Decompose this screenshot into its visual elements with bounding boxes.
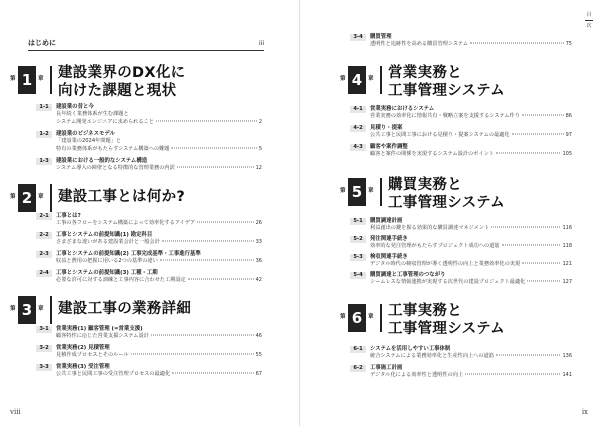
chapter-prefix: 第 [10,306,16,312]
chapter-title: 建設業界のDX化に 向けた課題と現状 [58,65,186,99]
section-subtitle: 顧客と案件の関係を実現するシステム設計のポイント 105 [370,151,572,158]
section-subtitle: 公共工事と民間工事における見積り・提案システムの最適化 97 [370,132,572,139]
page-number: 33 [255,239,262,246]
section-number: 4-1 [350,106,366,113]
section-title: 建設業の昔と今 [56,104,94,110]
chapter-prefix: 第 [340,314,346,320]
page-number: 116 [562,225,572,232]
page-folio: ix [581,408,588,416]
section-number: 5-3 [350,254,366,261]
section-number: 3-2 [36,345,52,352]
section-number: 3-4 [350,34,366,41]
section-title: 発注関連手続き [370,236,408,242]
page-number: 42 [255,277,262,284]
toc-side-label: 目 次 [586,12,592,29]
chapter-prefix: 第 [10,194,16,200]
section-subtitle: 営業実務の効率化に情報共有・戦略立案を支援するシステム作り 86 [370,113,572,120]
section-number: 1-2 [36,131,52,138]
chapter-divider [380,66,382,94]
chapter-title: 営業実務と 工事管理システム [388,65,505,99]
preface-title: はじめに [28,39,56,47]
page-number: 141 [562,372,572,379]
section-subtitle: 収益と費用の把握に用いる2つの基準の違い 36 [56,258,262,265]
section-number: 5-1 [350,218,366,225]
chapter-6-heading[interactable] [340,303,590,337]
section-number: 4-3 [350,144,366,151]
chapter-number-box: 2 [18,184,36,212]
chapter-number-box: 3 [18,296,36,324]
section-title: 営業実務におけるシステム [370,106,435,112]
section-subtitle: 利益創出の鍵を握る効果的な購買調達マネジメント 116 [370,225,572,232]
section-subtitle: 公共工事と民間工事の受注管理プロセスの最適化 67 [56,371,262,378]
section-title: 営業実務(1) 顧客管理 (=営業支援) [56,326,143,332]
page-number: 36 [255,258,262,265]
section-subtitle: 見積作成プロセスとそのルール 55 [56,352,262,359]
section-title: 営業実務(3) 受注管理 [56,364,110,370]
chapter-prefix: 第 [10,76,16,82]
section-title: 工事施工計画 [370,365,403,371]
section-subtitle: デジタル時代の検収管理が導く透明性の向上と業務効率化の実現 121 [370,261,572,268]
section-title: 工事とシステムの前提知識(2) 工事完成基準・工事進行基準 [56,251,201,257]
page-number: 121 [562,261,572,268]
section-title: 見積り・提案 [370,125,403,131]
section-subtitle: 「建設業の2024年問題」と [56,138,122,145]
page-number: 118 [562,243,572,250]
section-subtitle: シームレスな情報連携が実現する次世代の建設プロジェクト最適化 127 [370,279,572,286]
page-number: 55 [255,352,262,359]
section-title: 検収関連手続き [370,254,408,260]
chapter-number-box: 6 [348,304,366,332]
section-title: 建設業における一般的なシステム構造 [56,158,148,164]
section-number: 2-3 [36,251,52,258]
chapter-2-heading[interactable] [10,184,290,214]
chapter-title: 工事実務と 工事管理システム [388,303,505,337]
section-title: 工事とは? [56,213,81,219]
section-number: 3-3 [36,364,52,371]
page-number: 5 [258,145,262,152]
chapter-number-box: 4 [348,66,366,94]
section-number: 6-1 [350,346,366,353]
chapter-number-box: 1 [18,66,36,94]
chapter-suffix: 章 [368,314,374,320]
section-number: 5-2 [350,236,366,243]
section-title: 工事とシステムの前提知識(1) 勘定科目 [56,232,153,238]
chapter-title: 購買実務と 工事管理システム [388,177,505,211]
chapter-divider [380,304,382,332]
page-number: 86 [565,113,572,120]
section-subtitle: 工事の各フローをシステム構築によって効率化するアイデア 26 [56,220,262,227]
section-number: 1-3 [36,158,52,165]
chapter-divider [50,184,52,212]
section-subtitle: さまざまな違いがある建設業会計と一般会計 33 [56,239,262,246]
page-number: 127 [562,279,572,286]
section-title: システムを活用しやすい工事体制 [370,346,451,352]
chapter-4-heading[interactable] [340,65,590,99]
chapter-suffix: 章 [368,76,374,82]
chapter-title: 建設工事とは何か? [58,189,186,205]
section-subtitle: システム開発エンジニアに求められること 2 [56,118,262,125]
section-subtitle: 特有の業務体系がもたらすシステム構築への難題 5 [56,145,262,152]
section-subtitle: システム導入の障壁となる特徴的な管理業務の内訳 12 [56,165,262,172]
section-number: 1-1 [36,104,52,111]
chapter-3-heading[interactable] [10,296,290,326]
section-subtitle: 統合システムによる業務効率化と生産性向上への道筋 136 [370,353,572,360]
section-subtitle: 必要な許可に対する訓練と工事内容に合わせた工期設定 42 [56,277,262,284]
page-number: 2 [258,118,262,125]
right-page [300,0,600,426]
section-title: 工事とシステムの前提知識(3) 工種・工期 [56,270,158,276]
section-title: 購買管理 [370,34,392,40]
chapter-suffix: 章 [38,306,44,312]
section-number: 2-1 [36,213,52,220]
page-folio: viii [10,408,21,416]
chapter-suffix: 章 [38,194,44,200]
chapter-title: 建設工事の業務詳細 [58,301,192,317]
page-number: 97 [565,132,572,139]
chapter-1-heading[interactable] [10,65,290,99]
chapter-5-heading[interactable] [340,177,590,211]
section-title: 顧客や案件調整 [370,144,408,150]
section-subtitle: 長年続く業務体系が生む課題と [56,111,129,118]
section-title: 営業実務(2) 見積管理 [56,345,110,351]
chapter-divider [50,66,52,94]
section-subtitle: 効率的な発注管理がもたらすプロジェクト成功への道筋 118 [370,243,572,250]
section-title: 購買調達と工事管理のつながり [370,272,446,278]
page-number: 136 [562,353,572,360]
page-number: 26 [255,220,262,227]
chapter-number-box: 5 [348,178,366,206]
section-subtitle: 透明性と追跡性を高める購買管理システム 75 [370,41,572,48]
chapter-suffix: 章 [368,188,374,194]
chapter-suffix: 章 [38,76,44,82]
preface-page-number: iii [258,40,264,47]
section-number: 2-4 [36,270,52,277]
chapter-prefix: 第 [340,76,346,82]
page-number: 105 [562,151,572,158]
section-subtitle: 顧客特性に応じた営業支援システム設計 46 [56,333,262,340]
page-number: 67 [255,371,262,378]
chapter-divider [50,296,52,324]
chapter-prefix: 第 [340,188,346,194]
section-number: 2-2 [36,232,52,239]
section-number: 4-2 [350,125,366,132]
section-number: 5-4 [350,272,366,279]
section-number: 3-1 [36,326,52,333]
section-number: 6-2 [350,365,366,372]
section-title: 建設業のビジネスモデル [56,131,115,137]
page-number: 12 [255,165,262,172]
page-number: 75 [565,41,572,48]
preface-entry[interactable] [28,38,264,51]
section-subtitle: デジタル化による効率性と透明性の向上 141 [370,372,572,379]
chapter-divider [380,178,382,206]
section-title: 購買調達計画 [370,218,403,224]
page-number: 46 [255,333,262,340]
